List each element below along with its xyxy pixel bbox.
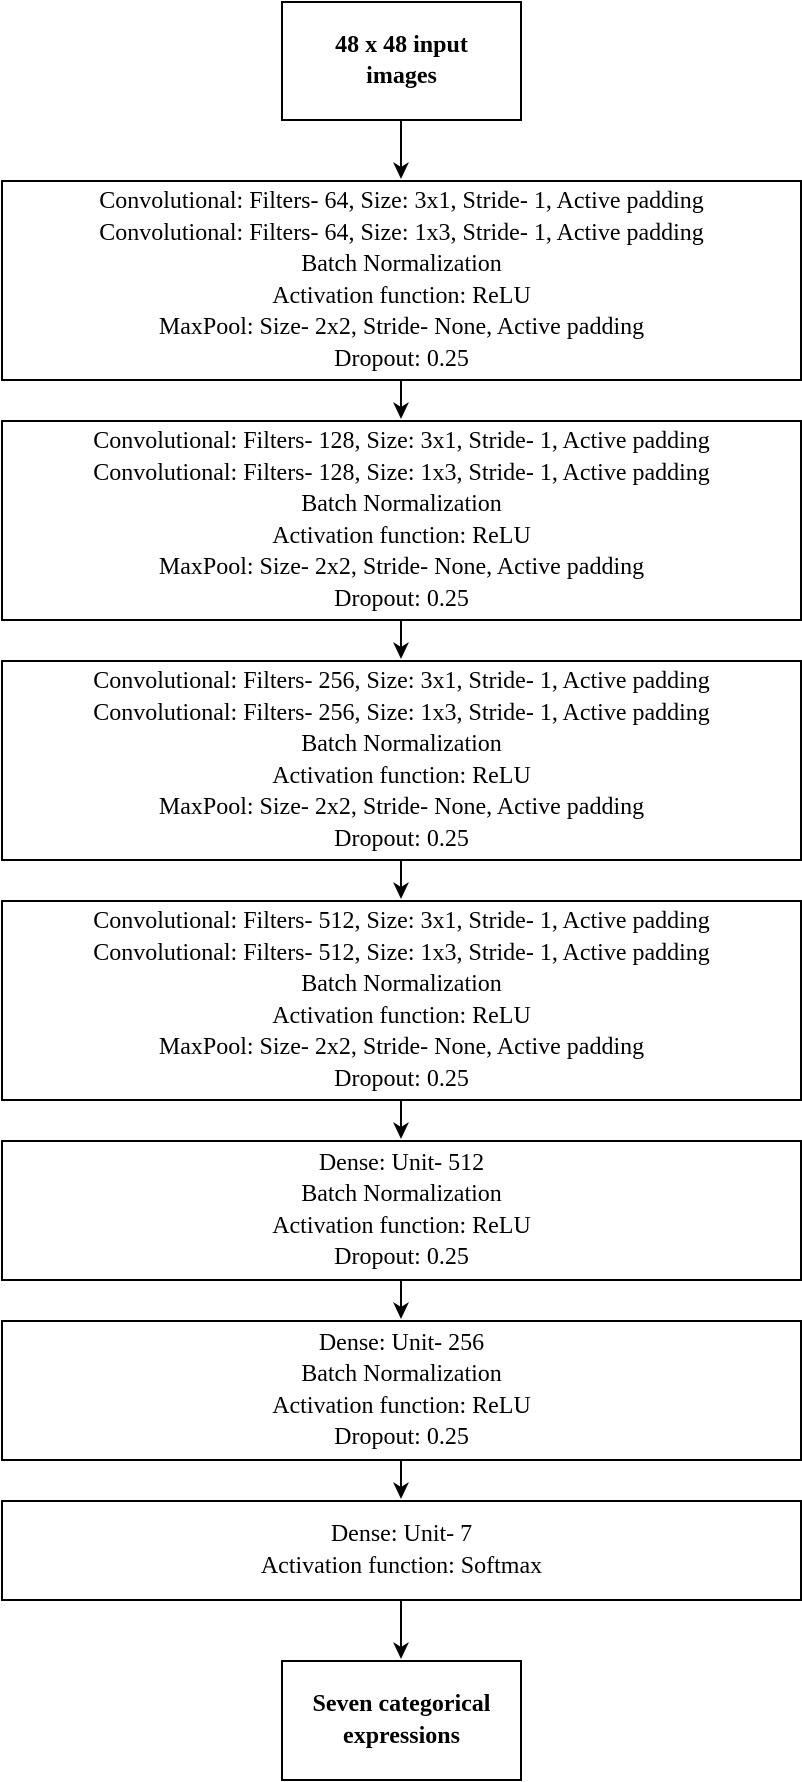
batch-norm-layer: Batch Normalization (301, 251, 502, 277)
batch-norm-layer: Batch Normalization (301, 491, 502, 517)
activation-layer: Activation function: ReLU (272, 522, 531, 549)
batch-norm-layer: Batch Normalization (301, 1361, 502, 1387)
dense-layer: Dense: Unit- 256 (318, 1329, 485, 1356)
batch-norm-layer: Batch Normalization (301, 1181, 502, 1207)
conv-layer-3x1: Convolutional: Filters- 256, Size: 3x1, Stride- 1, Active padding (93, 668, 710, 694)
maxpool-layer: MaxPool: Size- 2x2, Stride- None, Active padding (158, 1034, 645, 1060)
batch-norm-layer: Batch Normalization (301, 971, 502, 997)
dense-layer: Dense: Unit- 512 (318, 1149, 485, 1176)
activation-layer: Activation function: ReLU (272, 282, 531, 309)
node-text-line: Seven categorical (312, 1691, 491, 1717)
dense-block-7 (1, 1500, 802, 1601)
dropout-layer: Dropout: 0.25 (334, 585, 469, 612)
activation-layer: Activation function: Softmax (260, 1552, 543, 1579)
dropout-layer: Dropout: 0.25 (334, 1244, 469, 1270)
node-text-line: expressions (343, 1722, 460, 1749)
activation-layer: Activation function: ReLU (272, 1392, 531, 1419)
dense-block-256 (1, 1320, 802, 1461)
output-expressions-node (281, 1660, 522, 1781)
activation-layer: Activation function: ReLU (272, 762, 531, 789)
conv-block-512 (1, 900, 802, 1101)
dense-layer: Dense: Unit- 7 (330, 1521, 473, 1547)
dropout-layer: Dropout: 0.25 (334, 1424, 469, 1450)
node-text-line: images (366, 63, 437, 89)
maxpool-layer: MaxPool: Size- 2x2, Stride- None, Active padding (158, 794, 645, 820)
conv-layer-1x3: Convolutional: Filters- 256, Size: 1x3, Stride- 1, Active padding (93, 699, 710, 726)
conv-layer-3x1: Convolutional: Filters- 64, Size: 3x1, Stride- 1, Active padding (99, 188, 704, 214)
batch-norm-layer: Batch Normalization (301, 731, 502, 757)
conv-layer-3x1: Convolutional: Filters- 128, Size: 3x1, Stride- 1, Active padding (93, 428, 710, 454)
node-text-line: 48 x 48 input (335, 31, 468, 58)
input-images-node (281, 1, 522, 121)
conv-layer-1x3: Convolutional: Filters- 64, Size: 1x3, Stride- 1, Active padding (99, 219, 704, 246)
conv-layer-1x3: Convolutional: Filters- 128, Size: 1x3, Stride- 1, Active padding (93, 459, 710, 486)
dropout-layer: Dropout: 0.25 (334, 345, 469, 372)
activation-layer: Activation function: ReLU (272, 1002, 531, 1029)
conv-layer-1x3: Convolutional: Filters- 512, Size: 1x3, Stride- 1, Active padding (93, 939, 710, 966)
maxpool-layer: MaxPool: Size- 2x2, Stride- None, Active padding (158, 314, 645, 340)
conv-block-64 (1, 180, 802, 381)
dropout-layer: Dropout: 0.25 (334, 1065, 469, 1092)
conv-block-256 (1, 660, 802, 861)
dense-block-512 (1, 1140, 802, 1281)
activation-layer: Activation function: ReLU (272, 1212, 531, 1239)
conv-layer-3x1: Convolutional: Filters- 512, Size: 3x1, Stride- 1, Active padding (93, 908, 710, 934)
dropout-layer: Dropout: 0.25 (334, 825, 469, 852)
conv-block-128 (1, 420, 802, 621)
maxpool-layer: MaxPool: Size- 2x2, Stride- None, Active padding (158, 554, 645, 580)
